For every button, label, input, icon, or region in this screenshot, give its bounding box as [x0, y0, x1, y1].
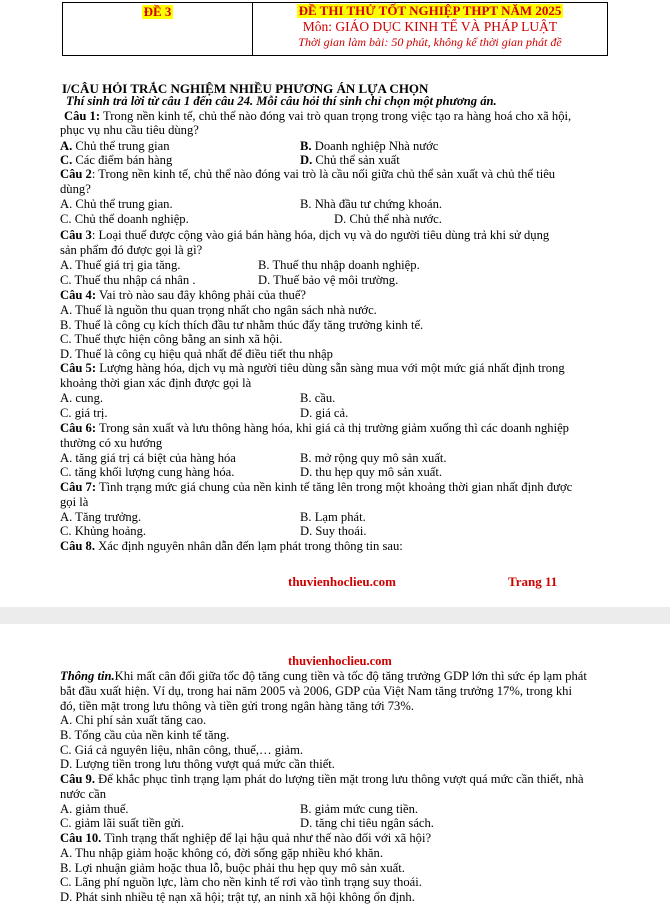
- q6-option-b: B. mở rộng quy mô sản xuất.: [300, 451, 447, 465]
- q10-option-b: B. Lợi nhuận giảm hoặc thua lỗ, buộc phải thu hẹp quy mô sản xuất.: [60, 861, 405, 875]
- q5-option-a: A. cung.: [60, 391, 104, 405]
- question-5: Câu 5: Lượng hàng hóa, dịch vụ mà người tiêu dùng sẵn sàng mua với một mức giá nhất định trong: [60, 361, 565, 375]
- q1-option-a: A. Chủ thể trung gian: [60, 139, 170, 153]
- q3-option-c: C. Thuế thu nhập cá nhân .: [60, 273, 196, 287]
- exam-number-cell: [63, 3, 253, 56]
- q6-option-a: A. tăng giá trị cá biệt của hàng hóa: [60, 451, 236, 465]
- q5-option-d: D. giá cả.: [300, 406, 349, 420]
- q7-option-a: A. Tăng trưởng.: [60, 510, 142, 524]
- q7-option-c: C. Khủng hoảng.: [60, 524, 147, 538]
- q5-option-c: C. giá trị.: [60, 406, 108, 420]
- q9-option-a: A. giảm thuế.: [60, 802, 129, 816]
- q9-option-b: B. giảm mức cung tiền.: [300, 802, 419, 816]
- q4-option-a: A. Thuế là nguồn thu quan trọng nhất cho ngân sách nhà nước.: [60, 303, 377, 317]
- q9-option-c: C. giảm lãi suất tiền gửi.: [60, 816, 185, 830]
- q3-option-b: B. Thuế thu nhập doanh nghiệp.: [258, 258, 420, 272]
- q10-option-c: C. Lãng phí nguồn lực, làm cho nền kinh tế rơi vào tình trạng suy thoái.: [60, 875, 422, 889]
- exam-time: Thời gian làm bài: 50 phút, không kể thời gian phát đề: [298, 35, 562, 49]
- exam-header: [62, 2, 608, 56]
- q8-option-b: B. Tổng cầu của nền kinh tế tăng.: [60, 728, 230, 742]
- q6-option-d: D. thu hẹp quy mô sản xuất.: [300, 465, 443, 479]
- q6-option-c: C. tăng khối lượng cung hàng hóa.: [60, 465, 235, 479]
- q8-option-d: D. Lượng tiền trong lưu thông vượt quá mức cần thiết.: [60, 757, 335, 771]
- question-4: Câu 4: Vai trò nào sau đây không phải của thuế?: [60, 288, 307, 302]
- info-paragraph-line-2: bắt đầu xuất hiện. Ví dụ, trong hai năm 2005 và 2006, GDP của Việt Nam tăng trưởng 17%, trong khi: [60, 684, 572, 698]
- q9-option-d: D. tăng chi tiêu ngân sách.: [300, 816, 434, 830]
- question-7-text-cont: gọi là: [60, 495, 89, 509]
- footer-site-link[interactable]: thuvienhoclieu.com: [288, 574, 396, 589]
- q2-option-b: B. Nhà đầu tư chứng khoán.: [300, 197, 443, 211]
- question-6: Câu 6: Trong sản xuất và lưu thông hàng hóa, khi giá cả thị trường giảm xuống thì các doanh nghiệp: [60, 421, 569, 435]
- question-3-text-cont: sản phẩm đó được gọi là gì?: [60, 243, 203, 257]
- question-9: Câu 9. Để khắc phục tình trạng lạm phát do lượng tiền mặt trong lưu thông vượt quá mức cần thiết, nhà: [60, 772, 584, 786]
- q10-option-d: D. Phát sinh nhiều tệ nạn xã hội; trật tự, an ninh xã hội không ổn định.: [60, 890, 415, 904]
- q8-option-c: C. Giá cả nguyên liệu, nhân công, thuế,… giảm.: [60, 743, 304, 757]
- footer-page-number: Trang 11: [508, 574, 558, 589]
- question-7: Câu 7: Tình trạng mức giá chung của nền kinh tế tăng lên trong một khoảng thời gian nhất định được: [60, 480, 573, 494]
- question-2-text-cont: dùng?: [60, 182, 91, 196]
- q7-option-d: D. Suy thoái.: [300, 524, 367, 538]
- q2-option-d: D. Chủ thể nhà nước.: [334, 212, 442, 226]
- exam-page-2: [0, 624, 670, 908]
- q3-option-d: D. Thuế bảo vệ môi trường.: [258, 273, 399, 287]
- q4-option-c: C. Thuế thực hiện công bằng an sinh xã hội.: [60, 332, 283, 346]
- info-paragraph: Thông tin.Khi mất cân đối giữa tốc độ tăng cung tiền và tốc độ tăng trưởng GDP lớn thì sức ép lạm phát: [60, 669, 587, 683]
- section-title: I/CÂU HỎI TRẮC NGHIỆM NHIỀU PHƯƠNG ÁN LỰA CHỌN: [62, 81, 429, 96]
- question-1-text-cont: phục vụ nhu cầu tiêu dùng?: [60, 123, 199, 137]
- question-3: Câu 3: Loại thuế được cộng vào giá bán hàng hóa, dịch vụ và do người tiêu dùng trả khi sử dụng: [60, 228, 550, 242]
- q1-option-c: C. Các điểm bán hàng: [60, 153, 173, 167]
- question-6-text-cont: thường có xu hướng: [60, 436, 163, 450]
- info-paragraph-line-3: đó, tiền mặt trong lưu thông và tiền gửi trong ngân hàng tăng tới 73%.: [60, 699, 414, 713]
- q4-option-b: B. Thuế là công cụ kích thích đầu tư nhằm thúc đẩy tăng trưởng kinh tế.: [60, 318, 424, 332]
- q5-option-b: B. cầu.: [300, 391, 336, 405]
- question-8: Câu 8. Xác định nguyên nhân dẫn đến lạm phát trong thông tin sau:: [60, 539, 403, 553]
- q1-option-d: D. Chủ thể sản xuất: [300, 153, 400, 167]
- question-9-text-cont: nước cần: [60, 787, 106, 801]
- question-2: Câu 2: Trong nền kinh tế, chủ thể nào đóng vai trò là cầu nối giữa chủ thể sản xuất và chủ thể tiêu: [60, 167, 556, 181]
- question-1-text: Trong nền kinh tế, chủ thể nào đóng vai trò quan trọng trong việc tạo ra hàng hoá cho xã hội,: [102, 109, 572, 123]
- exam-number: ĐỀ 3: [143, 4, 172, 19]
- question-1: [64, 110, 571, 123]
- q8-option-a: A. Chi phí sản xuất tăng cao.: [60, 713, 207, 727]
- q4-option-d: D. Thuế là công cụ hiệu quả nhất để điều tiết thu nhập: [60, 347, 333, 361]
- instruction: Thí sinh trả lời từ câu 1 đến câu 24. Mỗi câu hỏi thí sinh chỉ chọn một phương án.: [66, 94, 497, 108]
- q3-option-a: A. Thuế giá trị gia tăng.: [60, 258, 181, 272]
- question-5-text-cont: khoảng thời gian xác định được gọi là: [60, 376, 252, 390]
- exam-title-cell: [253, 3, 608, 56]
- question-10: Câu 10. Tình trạng thất nghiệp để lại hậu quả như thế nào đối với xã hội?: [60, 831, 432, 845]
- q1-option-b: B. Doanh nghiệp Nhà nước: [300, 139, 439, 153]
- q2-option-a: A. Chủ thể trung gian.: [60, 197, 173, 211]
- q7-option-b: B. Lạm phát.: [300, 510, 366, 524]
- question-1-label: Câu 1:: [64, 109, 101, 123]
- q2-option-c: C. Chủ thể doanh nghiệp.: [60, 212, 189, 226]
- exam-subject: Môn: GIÁO DỤC KINH TẾ VÀ PHÁP LUẬT: [302, 19, 558, 34]
- header-site-link[interactable]: thuvienhoclieu.com: [288, 654, 392, 668]
- exam-title: ĐỀ THI THỬ TỐT NGHIỆP THPT NĂM 2025: [298, 3, 562, 18]
- q10-option-a: A. Thu nhập giảm hoặc không có, đời sống gặp nhiều khó khăn.: [60, 846, 383, 860]
